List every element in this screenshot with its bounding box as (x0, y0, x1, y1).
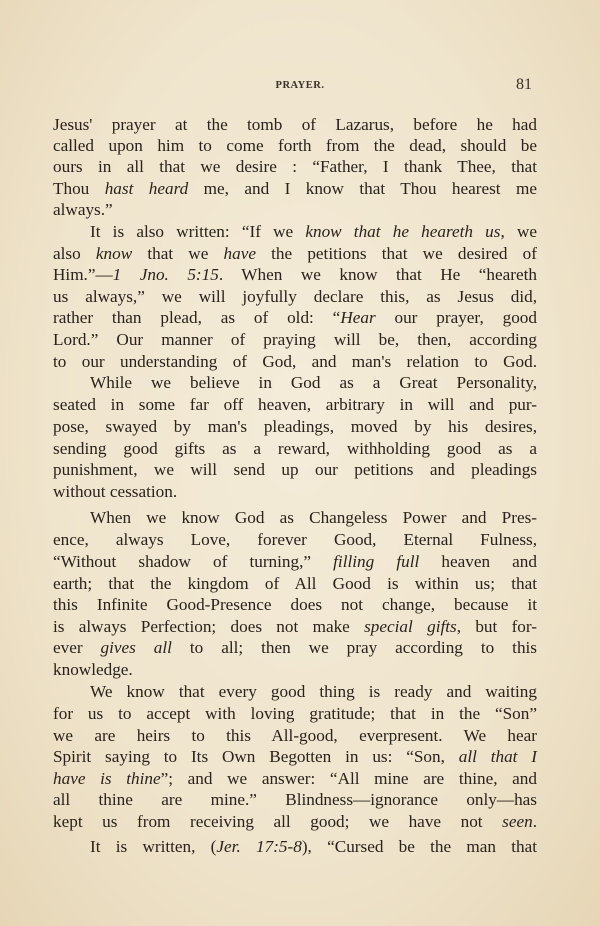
text-segment: to our understanding of God, and man's relation to God. (53, 352, 537, 371)
text-segment: ever (53, 638, 101, 657)
text-segment: for us to accept with loving gratitude; that in the “Son” (53, 704, 537, 723)
text-segment: sending good gifts as a reward, withholding good as a (53, 439, 537, 458)
text-segment: also (53, 244, 96, 263)
text-line (53, 308, 537, 328)
text-segment: to all; then we pray according to this (171, 638, 537, 657)
text-segment: without cessation. (53, 482, 178, 501)
text-line (53, 530, 537, 550)
text-line (53, 265, 537, 285)
text-line (53, 287, 537, 307)
text-segment: ), “Cursed be the man that (301, 837, 537, 856)
text-line (53, 417, 537, 437)
text-line (53, 439, 537, 459)
text-segment: ours in all that we desire : “Father, I thank Thee, that (53, 157, 537, 176)
text-line (53, 244, 537, 264)
text-line (53, 552, 537, 572)
text-segment: We know that every good thing is ready and waiting (90, 682, 537, 701)
italic-text: Hear (340, 308, 376, 327)
text-line (53, 769, 537, 789)
text-segment: that we (132, 244, 224, 263)
text-line (90, 222, 537, 242)
italic-text: filling full (333, 552, 420, 571)
text-segment: earth; that the kingdom of All Good is within us; that (53, 574, 537, 593)
text-segment: me, and I know that Thou hearest me (188, 179, 537, 198)
text-line (53, 179, 537, 199)
text-segment: this Infinite Good-Presence does not change, because it (53, 595, 537, 614)
text-line (53, 330, 537, 350)
italic-text: seen (502, 812, 533, 831)
text-segment: kept us from receiving all good; we have not (53, 812, 503, 831)
text-segment: , but for- (456, 617, 538, 636)
text-line (53, 595, 537, 615)
text-line (53, 136, 537, 156)
text-segment: rather than plead, as of old: “ (53, 308, 341, 327)
text-segment: always.” (53, 200, 113, 219)
text-segment: . (532, 812, 537, 831)
italic-text: hast heard (104, 179, 189, 198)
italic-text: know (95, 244, 133, 263)
text-line (53, 115, 537, 135)
text-segment: While we believe in God as a Great Personality, (90, 373, 537, 392)
text-line (53, 395, 537, 415)
text-segment: seated in some far off heaven, arbitrary in will and pur- (53, 395, 537, 414)
text-segment: heaven and (419, 552, 537, 571)
text-line (53, 812, 537, 832)
text-line (53, 704, 537, 724)
text-line (53, 638, 537, 658)
text-line (90, 837, 537, 857)
italic-text: Jer. 17:5-8 (216, 837, 302, 856)
text-segment: ”; and we answer: “All mine are thine, and (160, 769, 537, 788)
italic-text: 1 Jno. 5:15 (112, 265, 219, 284)
text-segment: ence, always Love, forever Good, Eternal Fulness, (53, 530, 537, 549)
text-line (53, 352, 537, 372)
text-line (90, 373, 537, 393)
italic-text: have is thine (53, 769, 161, 788)
text-segment: us always,” we will joyfully declare this, as Jesus did, (53, 287, 537, 306)
text-segment: Jesus' prayer at the tomb of Lazarus, before he had (53, 115, 537, 134)
italic-text: know that he heareth us (305, 222, 501, 241)
text-segment: all thine are mine.” Blindness—ignorance only—has (53, 790, 537, 809)
text-line (53, 617, 537, 637)
italic-text: all that I (458, 747, 538, 766)
text-segment: our prayer, good (375, 308, 537, 327)
text-line (53, 460, 537, 480)
text-segment: , we (500, 222, 538, 241)
text-line (90, 682, 537, 702)
italic-text: have (223, 244, 256, 263)
text-line (90, 508, 537, 528)
text-segment: Him.”— (53, 265, 113, 284)
text-segment: Spirit saying to Its Own Begotten in us: “Son, (53, 747, 459, 766)
text-segment: is always Perfection; does not make (53, 617, 365, 636)
text-line (53, 482, 537, 502)
text-segment: It is written, ( (90, 837, 217, 856)
text-line (53, 200, 537, 220)
italic-text: special gifts (364, 617, 457, 636)
text-segment: “Without shadow of turning,” (53, 552, 334, 571)
text-segment: called upon him to come forth from the dead, should be (53, 136, 537, 155)
text-segment: punishment, we will send up our petitions and pleadings (53, 460, 537, 479)
text-segment: we are heirs to this All-good, everpresent. We hear (53, 726, 537, 745)
text-segment: When we know God as Changeless Power and Pres- (90, 508, 537, 527)
text-segment: It is also written: “If we (90, 222, 306, 241)
text-line (53, 747, 537, 767)
text-line (53, 157, 537, 177)
text-line (53, 660, 537, 680)
text-line (53, 790, 537, 810)
text-segment: pose, swayed by man's pleadings, moved by his desires, (53, 417, 537, 436)
text-line (53, 574, 537, 594)
text-segment: . When we know that He “heareth (218, 265, 537, 284)
running-title: PRAYER. (275, 80, 325, 91)
page-number: 81 (516, 76, 532, 93)
text-segment: knowledge. (53, 660, 133, 679)
text-segment: Thou (53, 179, 105, 198)
text-segment: the petitions that we desired of (255, 244, 537, 263)
text-line (53, 726, 537, 746)
text-segment: Lord.” Our manner of praying will be, then, according (53, 330, 537, 349)
italic-text: gives all (100, 638, 172, 657)
